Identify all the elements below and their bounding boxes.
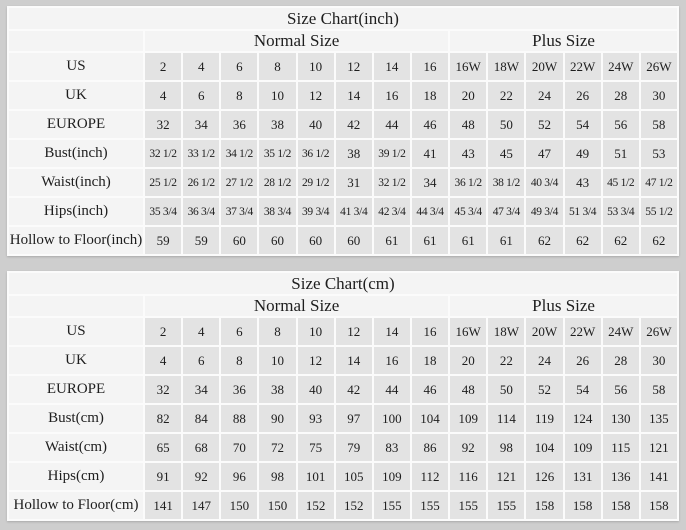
value-cell: 112 <box>412 463 448 490</box>
row-label: UK <box>9 347 143 374</box>
value-cell: 18W <box>488 53 524 80</box>
value-cell: 16 <box>412 318 448 345</box>
value-cell: 60 <box>259 227 295 254</box>
value-cell: 36 3/4 <box>183 198 219 225</box>
table-title: Size Chart(cm) <box>9 273 677 294</box>
value-cell: 36 1/2 <box>450 169 486 196</box>
value-cell: 88 <box>221 405 257 432</box>
value-cell: 56 <box>603 376 639 403</box>
value-cell: 12 <box>298 82 334 109</box>
value-cell: 26 <box>565 82 601 109</box>
table-row <box>9 434 677 461</box>
value-cell: 136 <box>603 463 639 490</box>
value-cell: 8 <box>221 347 257 374</box>
value-cell: 14 <box>336 82 372 109</box>
value-cell: 82 <box>145 405 181 432</box>
value-cell: 42 <box>336 111 372 138</box>
value-cell: 31 <box>336 169 372 196</box>
value-cell: 126 <box>526 463 562 490</box>
table-row <box>9 82 677 109</box>
value-cell: 20 <box>450 82 486 109</box>
value-cell: 43 <box>450 140 486 167</box>
value-cell: 24W <box>603 53 639 80</box>
table-row <box>9 347 677 374</box>
table-title: Size Chart(inch) <box>9 8 677 29</box>
value-cell: 14 <box>374 53 410 80</box>
size-chart-inch-table <box>7 6 679 256</box>
value-cell: 40 <box>298 111 334 138</box>
value-cell: 24 <box>526 347 562 374</box>
value-cell: 4 <box>145 347 181 374</box>
value-cell: 34 <box>183 111 219 138</box>
value-cell: 38 <box>259 376 295 403</box>
value-cell: 61 <box>374 227 410 254</box>
value-cell: 4 <box>145 82 181 109</box>
row-label: Hollow to Floor(inch) <box>9 227 143 254</box>
value-cell: 53 <box>641 140 677 167</box>
value-cell: 84 <box>183 405 219 432</box>
corner-cell <box>9 31 143 51</box>
table-row <box>9 318 677 345</box>
row-label: Waist(cm) <box>9 434 143 461</box>
value-cell: 59 <box>145 227 181 254</box>
table-row <box>9 53 677 80</box>
value-cell: 36 1/2 <box>298 140 334 167</box>
value-cell: 150 <box>221 492 257 519</box>
value-cell: 68 <box>183 434 219 461</box>
value-cell: 8 <box>221 82 257 109</box>
value-cell: 40 <box>298 376 334 403</box>
value-cell: 22 <box>488 347 524 374</box>
value-cell: 2 <box>145 53 181 80</box>
value-cell: 98 <box>259 463 295 490</box>
value-cell: 28 <box>603 82 639 109</box>
value-cell: 55 1/2 <box>641 198 677 225</box>
value-cell: 26 <box>565 347 601 374</box>
table-row <box>9 198 677 225</box>
table-row <box>9 227 677 254</box>
value-cell: 49 <box>565 140 601 167</box>
value-cell: 97 <box>336 405 372 432</box>
value-cell: 65 <box>145 434 181 461</box>
value-cell: 90 <box>259 405 295 432</box>
value-cell: 92 <box>183 463 219 490</box>
value-cell: 20W <box>526 53 562 80</box>
value-cell: 14 <box>374 318 410 345</box>
value-cell: 115 <box>603 434 639 461</box>
value-cell: 6 <box>183 82 219 109</box>
value-cell: 28 1/2 <box>259 169 295 196</box>
column-group-row <box>9 31 677 51</box>
column-group-row <box>9 296 677 316</box>
value-cell: 16 <box>412 53 448 80</box>
value-cell: 32 <box>145 111 181 138</box>
table-row <box>9 463 677 490</box>
value-cell: 48 <box>450 111 486 138</box>
value-cell: 36 <box>221 111 257 138</box>
value-cell: 60 <box>298 227 334 254</box>
row-label: EUROPE <box>9 376 143 403</box>
row-label: Waist(inch) <box>9 169 143 196</box>
value-cell: 33 1/2 <box>183 140 219 167</box>
value-cell: 38 1/2 <box>488 169 524 196</box>
value-cell: 8 <box>259 318 295 345</box>
value-cell: 49 3/4 <box>526 198 562 225</box>
value-cell: 152 <box>336 492 372 519</box>
row-label: US <box>9 53 143 80</box>
value-cell: 75 <box>298 434 334 461</box>
value-cell: 10 <box>298 318 334 345</box>
value-cell: 50 <box>488 376 524 403</box>
value-cell: 12 <box>336 53 372 80</box>
value-cell: 141 <box>145 492 181 519</box>
value-cell: 8 <box>259 53 295 80</box>
value-cell: 54 <box>565 111 601 138</box>
value-cell: 45 1/2 <box>603 169 639 196</box>
value-cell: 34 1/2 <box>221 140 257 167</box>
value-cell: 158 <box>565 492 601 519</box>
value-cell: 61 <box>412 227 448 254</box>
value-cell: 26W <box>641 318 677 345</box>
value-cell: 45 <box>488 140 524 167</box>
value-cell: 24 <box>526 82 562 109</box>
value-cell: 42 3/4 <box>374 198 410 225</box>
value-cell: 47 <box>526 140 562 167</box>
value-cell: 18W <box>488 318 524 345</box>
value-cell: 44 <box>374 376 410 403</box>
row-label: EUROPE <box>9 111 143 138</box>
value-cell: 2 <box>145 318 181 345</box>
value-cell: 16 <box>374 82 410 109</box>
value-cell: 6 <box>183 347 219 374</box>
value-cell: 10 <box>259 347 295 374</box>
table-row <box>9 169 677 196</box>
value-cell: 130 <box>603 405 639 432</box>
value-cell: 52 <box>526 111 562 138</box>
value-cell: 61 <box>488 227 524 254</box>
value-cell: 18 <box>412 82 448 109</box>
value-cell: 155 <box>374 492 410 519</box>
value-cell: 43 <box>565 169 601 196</box>
value-cell: 114 <box>488 405 524 432</box>
value-cell: 92 <box>450 434 486 461</box>
value-cell: 22W <box>565 318 601 345</box>
row-label: Hips(inch) <box>9 198 143 225</box>
value-cell: 93 <box>298 405 334 432</box>
value-cell: 104 <box>412 405 448 432</box>
row-label: Bust(cm) <box>9 405 143 432</box>
value-cell: 38 3/4 <box>259 198 295 225</box>
table-row <box>9 376 677 403</box>
value-cell: 62 <box>603 227 639 254</box>
group-header-normal-size: Normal Size <box>145 31 448 51</box>
value-cell: 32 <box>145 376 181 403</box>
value-cell: 72 <box>259 434 295 461</box>
value-cell: 16W <box>450 318 486 345</box>
value-cell: 104 <box>526 434 562 461</box>
value-cell: 22 <box>488 82 524 109</box>
value-cell: 86 <box>412 434 448 461</box>
value-cell: 12 <box>336 318 372 345</box>
value-cell: 41 <box>412 140 448 167</box>
value-cell: 79 <box>336 434 372 461</box>
row-label: Hips(cm) <box>9 463 143 490</box>
value-cell: 109 <box>565 434 601 461</box>
value-cell: 91 <box>145 463 181 490</box>
value-cell: 109 <box>374 463 410 490</box>
table-row <box>9 140 677 167</box>
value-cell: 32 1/2 <box>145 140 181 167</box>
group-header-normal-size: Normal Size <box>145 296 448 316</box>
value-cell: 27 1/2 <box>221 169 257 196</box>
value-cell: 47 1/2 <box>641 169 677 196</box>
value-cell: 38 <box>336 140 372 167</box>
value-cell: 155 <box>412 492 448 519</box>
table-title-row <box>9 273 677 294</box>
value-cell: 35 3/4 <box>145 198 181 225</box>
value-cell: 158 <box>641 492 677 519</box>
value-cell: 51 <box>603 140 639 167</box>
table-row <box>9 111 677 138</box>
value-cell: 60 <box>221 227 257 254</box>
value-cell: 62 <box>526 227 562 254</box>
value-cell: 101 <box>298 463 334 490</box>
value-cell: 14 <box>336 347 372 374</box>
value-cell: 51 3/4 <box>565 198 601 225</box>
value-cell: 155 <box>488 492 524 519</box>
value-cell: 16 <box>374 347 410 374</box>
value-cell: 158 <box>526 492 562 519</box>
value-cell: 70 <box>221 434 257 461</box>
value-cell: 83 <box>374 434 410 461</box>
size-chart-cm-table <box>7 271 679 521</box>
value-cell: 121 <box>641 434 677 461</box>
value-cell: 35 1/2 <box>259 140 295 167</box>
value-cell: 158 <box>603 492 639 519</box>
value-cell: 61 <box>450 227 486 254</box>
value-cell: 39 1/2 <box>374 140 410 167</box>
value-cell: 116 <box>450 463 486 490</box>
value-cell: 62 <box>641 227 677 254</box>
value-cell: 47 3/4 <box>488 198 524 225</box>
value-cell: 98 <box>488 434 524 461</box>
value-cell: 28 <box>603 347 639 374</box>
value-cell: 24W <box>603 318 639 345</box>
group-header-plus-size: Plus Size <box>450 296 677 316</box>
value-cell: 46 <box>412 111 448 138</box>
corner-cell <box>9 296 143 316</box>
value-cell: 121 <box>488 463 524 490</box>
value-cell: 40 3/4 <box>526 169 562 196</box>
value-cell: 58 <box>641 376 677 403</box>
value-cell: 141 <box>641 463 677 490</box>
row-label: Hollow to Floor(cm) <box>9 492 143 519</box>
row-label: Bust(inch) <box>9 140 143 167</box>
value-cell: 36 <box>221 376 257 403</box>
value-cell: 147 <box>183 492 219 519</box>
value-cell: 12 <box>298 347 334 374</box>
value-cell: 54 <box>565 376 601 403</box>
value-cell: 45 3/4 <box>450 198 486 225</box>
value-cell: 34 <box>412 169 448 196</box>
value-cell: 50 <box>488 111 524 138</box>
value-cell: 25 1/2 <box>145 169 181 196</box>
row-label: US <box>9 318 143 345</box>
value-cell: 135 <box>641 405 677 432</box>
value-cell: 44 3/4 <box>412 198 448 225</box>
value-cell: 26 1/2 <box>183 169 219 196</box>
value-cell: 53 3/4 <box>603 198 639 225</box>
value-cell: 48 <box>450 376 486 403</box>
value-cell: 22W <box>565 53 601 80</box>
table-title-row <box>9 8 677 29</box>
value-cell: 100 <box>374 405 410 432</box>
value-cell: 96 <box>221 463 257 490</box>
value-cell: 46 <box>412 376 448 403</box>
value-cell: 38 <box>259 111 295 138</box>
value-cell: 119 <box>526 405 562 432</box>
value-cell: 32 1/2 <box>374 169 410 196</box>
value-cell: 58 <box>641 111 677 138</box>
row-label: UK <box>9 82 143 109</box>
value-cell: 62 <box>565 227 601 254</box>
value-cell: 6 <box>221 318 257 345</box>
value-cell: 59 <box>183 227 219 254</box>
value-cell: 10 <box>298 53 334 80</box>
value-cell: 41 3/4 <box>336 198 372 225</box>
value-cell: 20W <box>526 318 562 345</box>
value-cell: 105 <box>336 463 372 490</box>
value-cell: 109 <box>450 405 486 432</box>
value-cell: 52 <box>526 376 562 403</box>
value-cell: 30 <box>641 82 677 109</box>
value-cell: 16W <box>450 53 486 80</box>
table-row <box>9 405 677 432</box>
table-row <box>9 492 677 519</box>
value-cell: 4 <box>183 318 219 345</box>
value-cell: 6 <box>221 53 257 80</box>
value-cell: 34 <box>183 376 219 403</box>
value-cell: 39 3/4 <box>298 198 334 225</box>
value-cell: 20 <box>450 347 486 374</box>
value-cell: 152 <box>298 492 334 519</box>
group-header-plus-size: Plus Size <box>450 31 677 51</box>
value-cell: 26W <box>641 53 677 80</box>
value-cell: 42 <box>336 376 372 403</box>
value-cell: 10 <box>259 82 295 109</box>
value-cell: 29 1/2 <box>298 169 334 196</box>
value-cell: 44 <box>374 111 410 138</box>
value-cell: 124 <box>565 405 601 432</box>
value-cell: 60 <box>336 227 372 254</box>
value-cell: 37 3/4 <box>221 198 257 225</box>
value-cell: 18 <box>412 347 448 374</box>
value-cell: 155 <box>450 492 486 519</box>
value-cell: 56 <box>603 111 639 138</box>
value-cell: 131 <box>565 463 601 490</box>
value-cell: 30 <box>641 347 677 374</box>
value-cell: 150 <box>259 492 295 519</box>
value-cell: 4 <box>183 53 219 80</box>
